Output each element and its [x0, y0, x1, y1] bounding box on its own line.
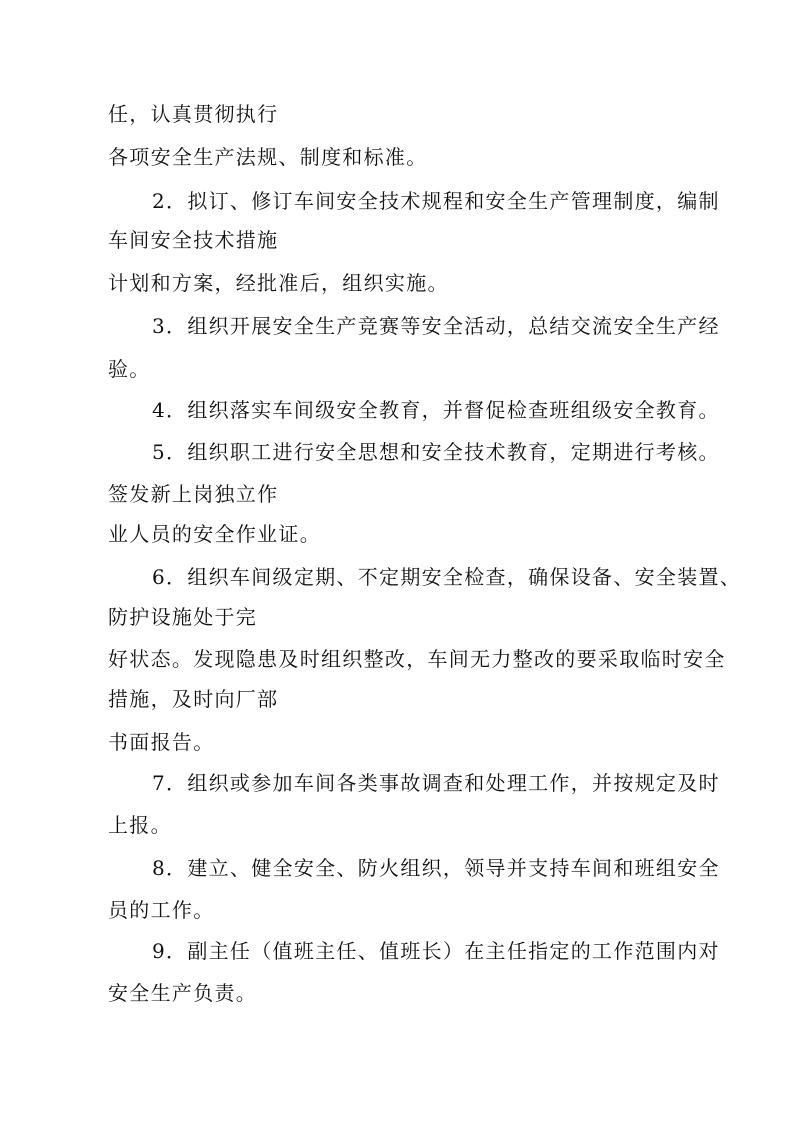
- text-line: 书面报告。: [108, 730, 215, 754]
- list-item-5: 5．组织职工进行安全思想和安全技术教育，定期进行考核。: [152, 440, 720, 464]
- list-item-6: 6．组织车间级定期、不定期安全检查，确保设备、安全装置、: [152, 565, 742, 589]
- list-item-4: 4．组织落实车间级安全教育，并督促检查班组级安全教育。: [152, 398, 720, 422]
- list-item-7: 7．组织或参加车间各类事故调查和处理工作，并按规定及时: [152, 771, 720, 795]
- text-line: 防护设施处于完: [108, 605, 258, 629]
- text-line: 车间安全技术措施: [108, 228, 279, 252]
- text-line: 计划和方案，经批准后，组织实施。: [108, 271, 449, 295]
- text-line: 安全生产负责。: [108, 981, 258, 1005]
- text-line: 各项安全生产法规、制度和标准。: [108, 145, 428, 169]
- text-line: 措施，及时向厂部: [108, 687, 279, 711]
- text-line: 验。: [108, 357, 151, 381]
- text-line: 签发新上岗独立作: [108, 482, 279, 506]
- text-line: 业人员的安全作业证。: [108, 522, 321, 546]
- text-line: 员的工作。: [108, 898, 215, 922]
- text-line: 任，认真贯彻执行: [108, 102, 279, 126]
- text-line: 上报。: [108, 813, 172, 837]
- text-line: 好状态。发现隐患及时组织整改，车间无力整改的要采取临时安全: [108, 647, 726, 671]
- list-item-2: 2．拟订、修订车间安全技术规程和安全生产管理制度，编制: [152, 189, 720, 213]
- list-item-8: 8．建立、健全安全、防火组织，领导并支持车间和班组安全: [152, 856, 720, 880]
- list-item-3: 3．组织开展安全生产竞赛等安全活动，总结交流安全生产经: [152, 314, 720, 338]
- list-item-9: 9．副主任（值班主任、值班长）在主任指定的工作范围内对: [152, 939, 720, 963]
